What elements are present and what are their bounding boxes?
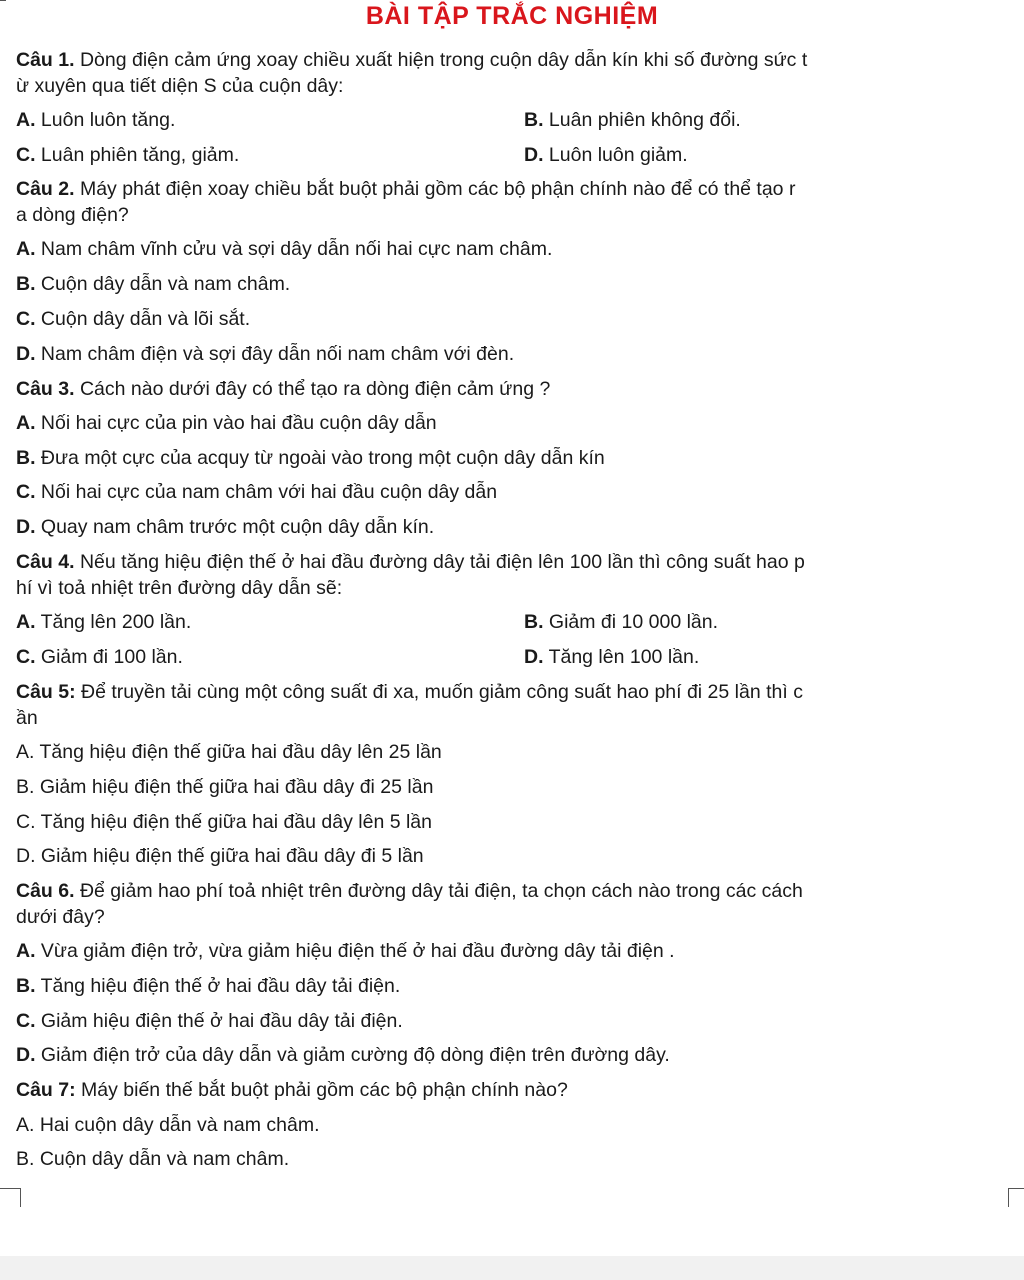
question-2-label: Câu 2. xyxy=(16,178,75,200)
question-6-option-d: D. Giảm điện trở của dây dẫn và giảm cường độ dòng điện trên đường dây. xyxy=(16,1044,670,1066)
question-3-option-d: D. Quay nam châm trước một cuộn dây dẫn kín. xyxy=(16,516,435,538)
question-6-label: Câu 6. xyxy=(16,880,75,902)
question-3-label: Câu 3. xyxy=(16,378,75,400)
question-1-stem-cont: ừ xuyên qua tiết diện S của cuộn dây: xyxy=(16,75,344,97)
question-1-stem: Câu 1. Dòng điện cảm ứng xoay chiều xuất hiện trong cuộn dây dẫn kín khi số đường sức t xyxy=(16,49,808,71)
question-4-label: Câu 4. xyxy=(16,551,75,573)
question-4-stem-cont: hí vì toả nhiệt trên đường dây dẫn sẽ: xyxy=(16,577,343,599)
question-6-option-c: C. Giảm hiệu điện thế ở hai đầu dây tải điện. xyxy=(16,1010,403,1032)
question-4-option-d: D. Tăng lên 100 lần. xyxy=(524,646,700,668)
question-7-stem: Câu 7: Máy biến thế bắt buột phải gồm các bộ phận chính nào? xyxy=(16,1079,568,1101)
question-6-stem-cont: dưới đây? xyxy=(16,906,105,928)
question-2-option-a: A. Nam châm vĩnh cửu và sợi dây dẫn nối hai cực nam châm. xyxy=(16,238,553,260)
question-3-option-c: C. Nối hai cực của nam châm với hai đầu cuộn dây dẫn xyxy=(16,481,498,503)
crop-mark-bottom-left xyxy=(0,1188,21,1207)
question-1-label: Câu 1. xyxy=(16,49,75,71)
question-4-option-c: C. Giảm đi 100 lần. xyxy=(16,646,183,668)
question-4-option-a: A. Tăng lên 200 lần. xyxy=(16,611,192,633)
question-2-option-d: D. Nam châm điện và sợi đây dẫn nối nam châm với đèn. xyxy=(16,343,515,365)
question-5-option-c: C. Tăng hiệu điện thế giữa hai đầu dây lên 5 lần xyxy=(16,811,432,833)
question-5-option-b: B. Giảm hiệu điện thế giữa hai đầu dây đi 25 lần xyxy=(16,776,434,798)
question-7-label: Câu 7: xyxy=(16,1079,76,1101)
question-3-stem: Câu 3. Cách nào dưới đây có thể tạo ra dòng điện cảm ứng ? xyxy=(16,378,551,400)
question-5-label: Câu 5: xyxy=(16,681,76,703)
question-2-stem: Câu 2. Máy phát điện xoay chiều bắt buột phải gồm các bộ phận chính nào để có thể tạo r xyxy=(16,178,796,200)
question-5-stem: Câu 5: Để truyền tải cùng một công suất đi xa, muốn giảm công suất hao phí đi 25 lần thì c xyxy=(16,681,803,703)
question-2-stem-cont: a dòng điện? xyxy=(16,204,129,226)
page-title: BÀI TẬP TRẮC NGHIỆM xyxy=(365,2,659,30)
question-1-option-c: C. Luân phiên tăng, giảm. xyxy=(16,144,240,166)
question-6-option-a: A. Vừa giảm điện trở, vừa giảm hiệu điện thế ở hai đầu đường dây tải điện . xyxy=(16,940,675,962)
crop-mark-bottom-right xyxy=(1008,1188,1024,1207)
question-2-option-c: C. Cuộn dây dẫn và lõi sắt. xyxy=(16,308,251,330)
question-1-option-a: A. Luôn luôn tăng. xyxy=(16,109,176,131)
question-7-option-a: A. Hai cuộn dây dẫn và nam châm. xyxy=(16,1114,320,1136)
question-5-option-d: D. Giảm hiệu điện thế giữa hai đầu dây đi 5 lần xyxy=(16,845,424,867)
question-3-option-a: A. Nối hai cực của pin vào hai đầu cuộn dây dẫn xyxy=(16,412,437,434)
question-3-option-b: B. Đưa một cực của acquy từ ngoài vào trong một cuộn dây dẫn kín xyxy=(16,447,605,469)
question-7-option-b: B. Cuộn dây dẫn và nam châm. xyxy=(16,1148,290,1170)
question-1-option-d: D. Luôn luôn giảm. xyxy=(524,144,688,166)
question-5-stem-cont: ần xyxy=(16,707,38,729)
question-1-option-b: B. Luân phiên không đổi. xyxy=(524,109,741,131)
question-4-stem: Câu 4. Nếu tăng hiệu điện thế ở hai đầu đường dây tải điện lên 100 lần thì công suất hao p xyxy=(16,551,805,573)
question-5-option-a: A. Tăng hiệu điện thế giữa hai đầu dây lên 25 lần xyxy=(16,741,442,763)
bottom-strip xyxy=(0,1256,1024,1280)
question-6-option-b: B. Tăng hiệu điện thế ở hai đầu dây tải điện. xyxy=(16,975,401,997)
question-2-option-b: B. Cuộn dây dẫn và nam châm. xyxy=(16,273,291,295)
question-6-stem: Câu 6. Để giảm hao phí toả nhiệt trên đường dây tải điện, ta chọn cách nào trong các cách xyxy=(16,880,803,902)
question-4-option-b: B. Giảm đi 10 000 lần. xyxy=(524,611,719,633)
